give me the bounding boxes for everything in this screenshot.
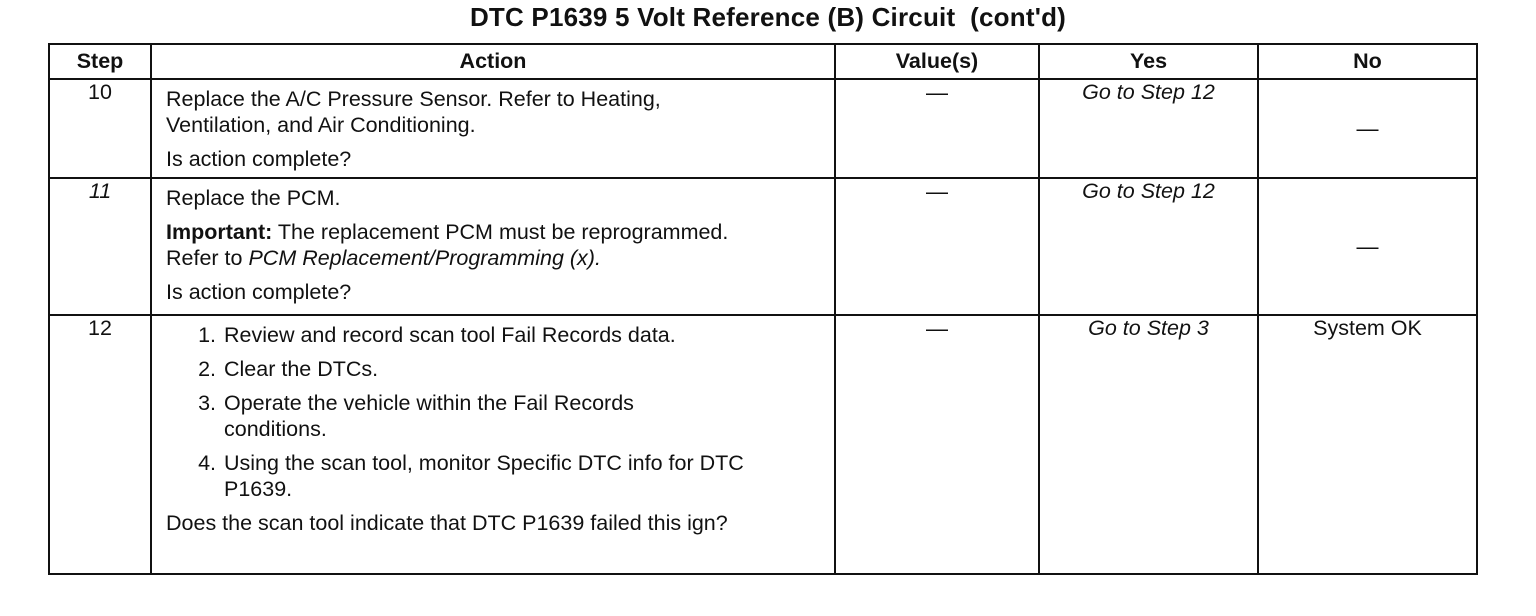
values-cell: —	[835, 79, 1039, 178]
header-no: No	[1258, 44, 1477, 79]
action-question: Does the scan tool indicate that DTC P1639 failed this ign?	[166, 511, 728, 535]
header-action: Action	[151, 44, 835, 79]
list-item: 2. Clear the DTCs.	[222, 356, 824, 382]
dtc-table	[48, 43, 1478, 575]
step-number: 10	[49, 79, 151, 178]
values-cell: —	[835, 315, 1039, 574]
page-title: DTC P1639 5 Volt Reference (B) Circuit (cont'd)	[469, 2, 1067, 32]
action-cell	[151, 79, 835, 178]
action-cell	[151, 178, 835, 315]
yes-cell: Go to Step 12	[1039, 79, 1258, 178]
action-question: Is action complete?	[166, 280, 352, 304]
table-row	[49, 178, 1477, 315]
important-label: Important:	[166, 220, 273, 244]
important-text: The replacement PCM must be reprogrammed.	[272, 220, 729, 244]
no-cell: —	[1258, 79, 1477, 178]
list-item: 3. Operate the vehicle within the Fail Records conditions.	[222, 390, 824, 442]
yes-cell: Go to Step 12	[1039, 178, 1258, 315]
action-text: Replace the A/C Pressure Sensor. Refer to Heating,	[166, 87, 661, 111]
table-row	[49, 79, 1477, 178]
no-cell: —	[1258, 178, 1477, 315]
header-row	[49, 44, 1477, 79]
refer-reference: PCM Replacement/Programming (x).	[248, 246, 601, 270]
table-row	[49, 315, 1477, 574]
list-item: 4. Using the scan tool, monitor Specific DTC info for DTC P1639.	[222, 450, 824, 502]
action-text: Ventilation, and Air Conditioning.	[166, 113, 476, 137]
refer-prefix: Refer to	[166, 246, 249, 270]
header-yes: Yes	[1039, 44, 1258, 79]
action-text: Replace the PCM.	[166, 186, 341, 210]
step-number: 11	[49, 178, 151, 315]
action-cell	[151, 315, 835, 574]
no-cell: System OK	[1258, 315, 1477, 574]
yes-cell: Go to Step 3	[1039, 315, 1258, 574]
header-step: Step	[49, 44, 151, 79]
important-note	[166, 219, 824, 271]
action-question: Is action complete?	[166, 147, 352, 171]
header-values: Value(s)	[835, 44, 1039, 79]
values-cell: —	[835, 178, 1039, 315]
procedure-list	[166, 322, 824, 502]
list-item: 1. Review and record scan tool Fail Records data.	[222, 322, 824, 348]
step-number: 12	[49, 315, 151, 574]
